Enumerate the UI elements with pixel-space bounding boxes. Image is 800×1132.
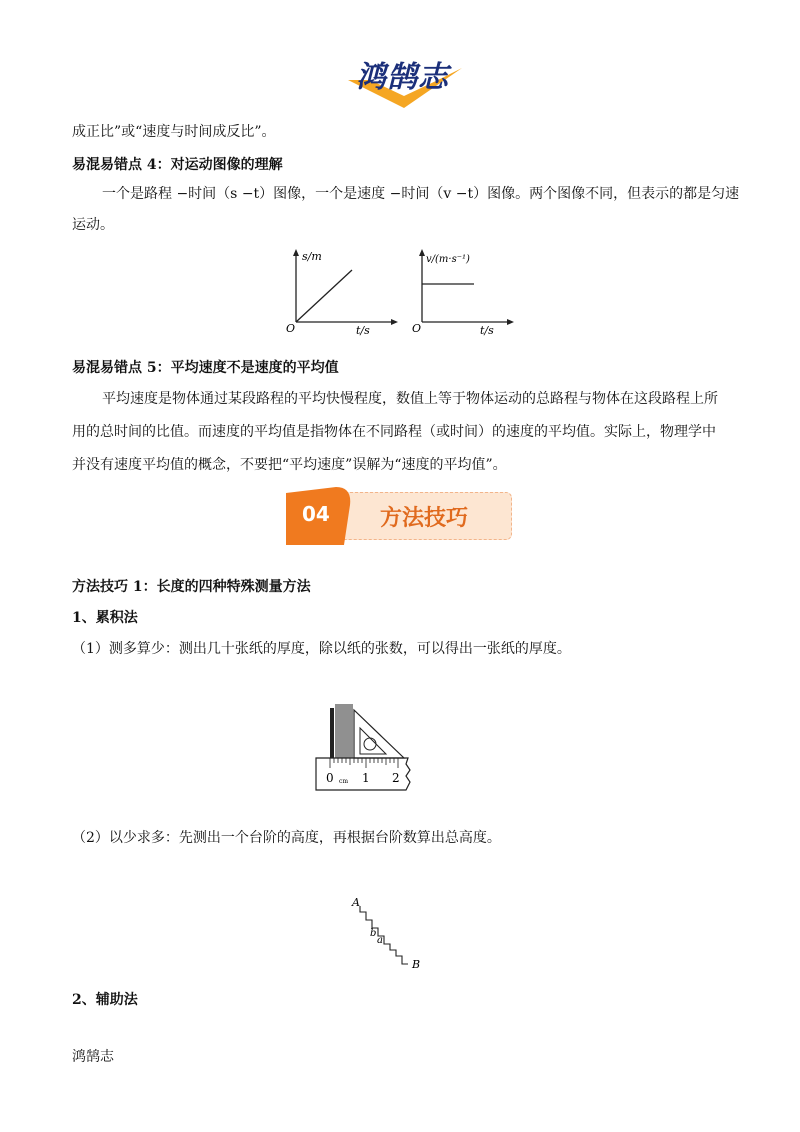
s-t-line bbox=[296, 270, 352, 322]
stairs-figure bbox=[346, 894, 436, 974]
heading-confusion-4: 易混易错点 4：对运动图像的理解 bbox=[72, 157, 283, 173]
paragraph-line: 用的总时间的比值。而速度的平均值是指物体在不同路程（或时间）的速度的平均值。实际上，物理学中 bbox=[72, 424, 716, 440]
heading-method-1: 方法技巧 1：长度的四种特殊测量方法 bbox=[72, 579, 311, 595]
s-t-graph bbox=[282, 246, 402, 338]
subheading-accumulation: 1、累积法 bbox=[72, 610, 138, 626]
logo-text: 鸿鹄志 bbox=[356, 60, 449, 95]
stairs-line bbox=[360, 906, 408, 964]
footer-text: 鸿鹄志 bbox=[72, 1049, 114, 1065]
section-banner bbox=[286, 487, 514, 545]
ruler-paper-stack-figure bbox=[312, 702, 422, 794]
paragraph-line: 一个是路程 −时间（s −t）图像，一个是速度 −时间（v −t）图像。两个图像不同，但表示的都是匀速 bbox=[102, 186, 740, 202]
arrow-up-icon bbox=[293, 249, 299, 256]
ruler-ticks bbox=[330, 758, 398, 768]
left-block bbox=[330, 708, 334, 758]
text-line: 成正比”或“速度与时间成反比”。 bbox=[72, 124, 276, 140]
v-t-ylabel: v/(m·s⁻¹) bbox=[426, 254, 470, 265]
header-logo bbox=[340, 50, 470, 110]
set-square bbox=[354, 710, 404, 758]
arrow-up-icon bbox=[419, 249, 425, 256]
ruler-label-2: 2 bbox=[392, 771, 400, 785]
paragraph-line: 并没有速度平均值的概念，不要把“平均速度”误解为“速度的平均值”。 bbox=[72, 457, 507, 473]
banner-title: 方法技巧 bbox=[380, 506, 469, 531]
ruler-label-1: 1 bbox=[362, 771, 370, 785]
paragraph-line: 运动。 bbox=[72, 217, 114, 233]
s-t-xlabel: t/s bbox=[356, 324, 370, 337]
s-t-origin: O bbox=[286, 322, 296, 335]
ruler-label-0: 0 bbox=[326, 771, 334, 785]
v-t-origin: O bbox=[412, 322, 422, 335]
arrow-right-icon bbox=[507, 319, 514, 325]
paragraph-line: 平均速度是物体通过某段路程的平均快慢程度，数值上等于物体运动的总路程与物体在这段路程上所 bbox=[102, 391, 718, 407]
subheading-auxiliary: 2、辅助法 bbox=[72, 992, 138, 1008]
arrow-right-icon bbox=[391, 319, 398, 325]
heading-confusion-5: 易混易错点 5：平均速度不是速度的平均值 bbox=[72, 360, 339, 376]
v-t-xlabel: t/s bbox=[480, 324, 494, 337]
stairs-label-B: B bbox=[412, 958, 421, 971]
list-item: （1）测多算少：测出几十张纸的厚度，除以纸的张数，可以得出一张纸的厚度。 bbox=[72, 641, 571, 657]
v-t-graph bbox=[408, 246, 518, 338]
stairs-label-a: a bbox=[377, 935, 383, 946]
list-item: （2）以少求多：先测出一个台阶的高度，再根据台阶数算出总高度。 bbox=[72, 830, 501, 846]
banner-number: 04 bbox=[302, 502, 330, 526]
s-t-ylabel: s/m bbox=[302, 250, 322, 263]
ruler-unit: cm bbox=[339, 778, 349, 785]
stairs-label-b: b bbox=[370, 928, 377, 939]
stairs-label-A: A bbox=[352, 896, 360, 909]
paper-stack bbox=[336, 704, 352, 758]
